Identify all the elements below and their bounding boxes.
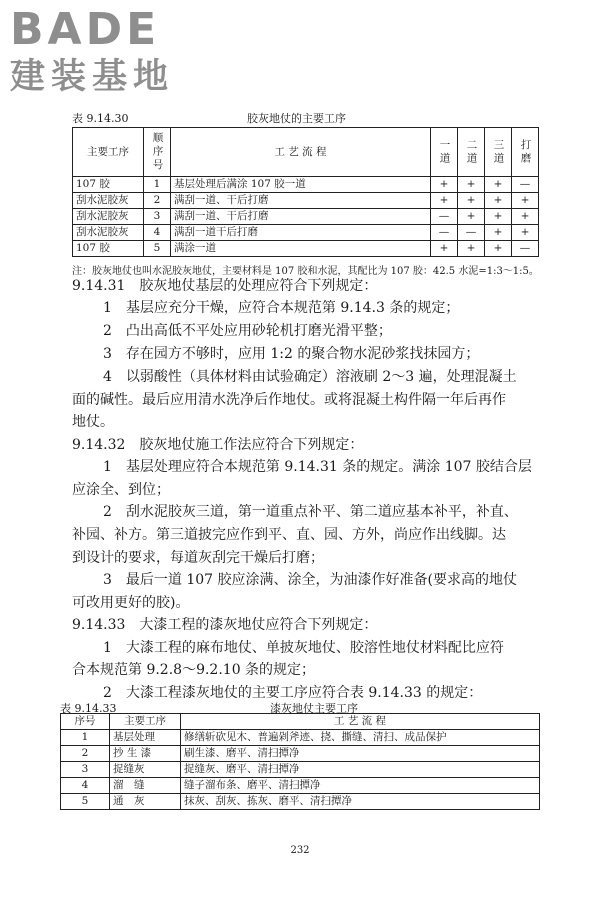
table-row [61, 746, 540, 762]
cell-pass1: + [431, 177, 458, 193]
table-row [73, 225, 539, 241]
clause-continuation: 到设计的要求，每道灰刮完干燥后打磨； [72, 550, 324, 566]
cell-grind: — [512, 177, 539, 193]
cell-flow: 满刮一道、干后打磨 [171, 209, 431, 225]
cell-flow: 修缮斩砍见木、普遍剁斧迹、挠、撕缝、清扫、成品保护 [181, 730, 540, 746]
table2-title: 漆灰地仗主要工序 [270, 702, 358, 715]
clause-heading: 9.14.32 胶灰地仗施工作法应符合下列规定： [72, 437, 364, 453]
cell-flow: 抹灰、刮灰、拣灰、磨平、清扫撢净 [181, 794, 540, 810]
clause-continuation: 可改用更好的胶)。 [72, 595, 190, 611]
cell-pass2: — [458, 225, 485, 241]
logo-subtitle: 建装基地 [10, 57, 175, 97]
cell-pass3: + [485, 193, 512, 209]
cell-pass2: + [458, 193, 485, 209]
header-pass3: 三道 [485, 128, 512, 177]
cell-process: 基层处理 [110, 730, 181, 746]
clause-item: 1 基层应充分干燥，应符合本规范第 9.14.3 条的规定； [103, 300, 460, 316]
cell-grind: + [512, 225, 539, 241]
clause-heading: 9.14.33 大漆工程的漆灰地仗应符合下列规定： [72, 617, 378, 633]
clause-continuation: 地仗。 [72, 414, 114, 430]
clause-continuation: 补园、补方。第三道披完应作到平、直、园、方外，尚应作出线脚。达 [72, 527, 506, 543]
clause-item: 4 以弱酸性（具体材料由试验确定）溶液刷 2～3 遍，处理混凝土 [103, 369, 517, 385]
header-seq: 序号 [61, 714, 110, 730]
table1-note: 注：胶灰地仗也叫水泥胶灰地仗，主要材料是 107 胶和水泥，其配比为 107 胶：42.5 水泥=1:3～1:5。 [72, 266, 539, 277]
header-process: 主要工序 [110, 714, 181, 730]
cell-flow: 满涂一道 [171, 241, 431, 257]
cell-seq: 4 [61, 778, 110, 794]
table-row [61, 762, 540, 778]
cell-process: 刮水泥胶灰 [73, 193, 144, 209]
table1 [72, 127, 539, 257]
table2 [60, 713, 540, 810]
clause-item: 1 基层处理应符合本规范第 9.14.31 条的规定。满涂 107 胶结合层 [103, 459, 532, 475]
cell-flow: 满刮一道干后打磨 [171, 225, 431, 241]
cell-process: 捉缝灰 [110, 762, 181, 778]
cell-pass3: + [485, 209, 512, 225]
header-grind: 打磨 [512, 128, 539, 177]
cell-pass2: + [458, 241, 485, 257]
cell-process: 溜 缝 [110, 778, 181, 794]
table-row [61, 778, 540, 794]
table2-header-row [61, 714, 540, 730]
cell-process: 107 胶 [73, 177, 144, 193]
header-process: 主要工序 [73, 128, 144, 177]
cell-seq: 2 [144, 193, 171, 209]
clause-continuation: 应涂全、到位； [72, 482, 170, 498]
cell-process: 通 灰 [110, 794, 181, 810]
clause-item: 3 存在园方不够时，应用 1:2 的聚合物水泥砂浆找抹园方； [103, 346, 480, 362]
cell-pass2: + [458, 177, 485, 193]
table-row [73, 241, 539, 257]
table1-title: 胶灰地仗的主要工序 [247, 112, 346, 125]
cell-pass3: + [485, 225, 512, 241]
cell-grind: + [512, 209, 539, 225]
cell-process: 抄 生 漆 [110, 746, 181, 762]
cell-seq: 5 [61, 794, 110, 810]
table1-number: 表 9.14.30 [72, 112, 129, 125]
clause-item: 2 刮水泥胶灰三道，第一道重点补平、第二道应基本补平，补直、 [103, 504, 518, 520]
clause-item: 2 凸出高低不平处应用砂轮机打磨光滑平整； [103, 323, 392, 339]
cell-pass2: + [458, 209, 485, 225]
cell-flow: 缝子溜布条、磨平、清扫撢净 [181, 778, 540, 794]
cell-pass3: + [485, 241, 512, 257]
clause-continuation: 合本规范第 9.2.8～9.2.10 条的规定； [72, 662, 316, 678]
table-row [61, 730, 540, 746]
cell-pass1: — [431, 209, 458, 225]
table1-header-row [73, 128, 539, 177]
header-flow: 工 艺 流 程 [181, 714, 540, 730]
cell-seq: 5 [144, 241, 171, 257]
cell-flow: 满刮一道、干后打磨 [171, 193, 431, 209]
cell-seq: 4 [144, 225, 171, 241]
clause-item: 3 最后一道 107 胶应涂满、涂全，为油漆作好准备(要求高的地仗 [103, 572, 517, 588]
cell-process: 刮水泥胶灰 [73, 225, 144, 241]
header-flow: 工 艺 流 程 [171, 128, 431, 177]
cell-pass1: — [431, 225, 458, 241]
header-seq: 顺序号 [144, 128, 171, 177]
page-number: 232 [290, 845, 310, 856]
cell-flow: 基层处理后满涂 107 胶一道 [171, 177, 431, 193]
cell-pass3: + [485, 177, 512, 193]
header-pass2: 二道 [458, 128, 485, 177]
cell-grind: + [512, 193, 539, 209]
cell-seq: 1 [144, 177, 171, 193]
cell-flow: 刷生漆、磨平、清扫撢净 [181, 746, 540, 762]
cell-process: 107 胶 [73, 241, 144, 257]
table-row [73, 209, 539, 225]
table2-number: 表 9.14.33 [60, 702, 117, 715]
logo-wordmark: BADE [10, 4, 161, 55]
clause-item: 1 大漆工程的麻布地仗、单披灰地仗、胶溶性地仗材料配比应符 [103, 640, 504, 656]
table-row [61, 794, 540, 810]
clause-continuation: 面的碱性。最后应用清水洗净后作地仗。或将混凝土构件隔一年后再作 [72, 392, 506, 408]
bade-logo [10, 6, 180, 98]
cell-seq: 3 [61, 762, 110, 778]
clause-heading: 9.14.31 胶灰地仗基层的处理应符合下列规定： [72, 278, 378, 294]
cell-pass1: + [431, 241, 458, 257]
cell-process: 刮水泥胶灰 [73, 209, 144, 225]
cell-pass1: + [431, 193, 458, 209]
table-row [73, 177, 539, 193]
table-row [73, 193, 539, 209]
header-pass1: 一道 [431, 128, 458, 177]
cell-seq: 1 [61, 730, 110, 746]
cell-seq: 3 [144, 209, 171, 225]
cell-seq: 2 [61, 746, 110, 762]
cell-grind: — [512, 241, 539, 257]
clause-item: 2 大漆工程漆灰地仗的主要工序应符合表 9.14.33 的规定： [103, 685, 483, 701]
cell-flow: 捉缝灰、磨平、清扫撢净 [181, 762, 540, 778]
